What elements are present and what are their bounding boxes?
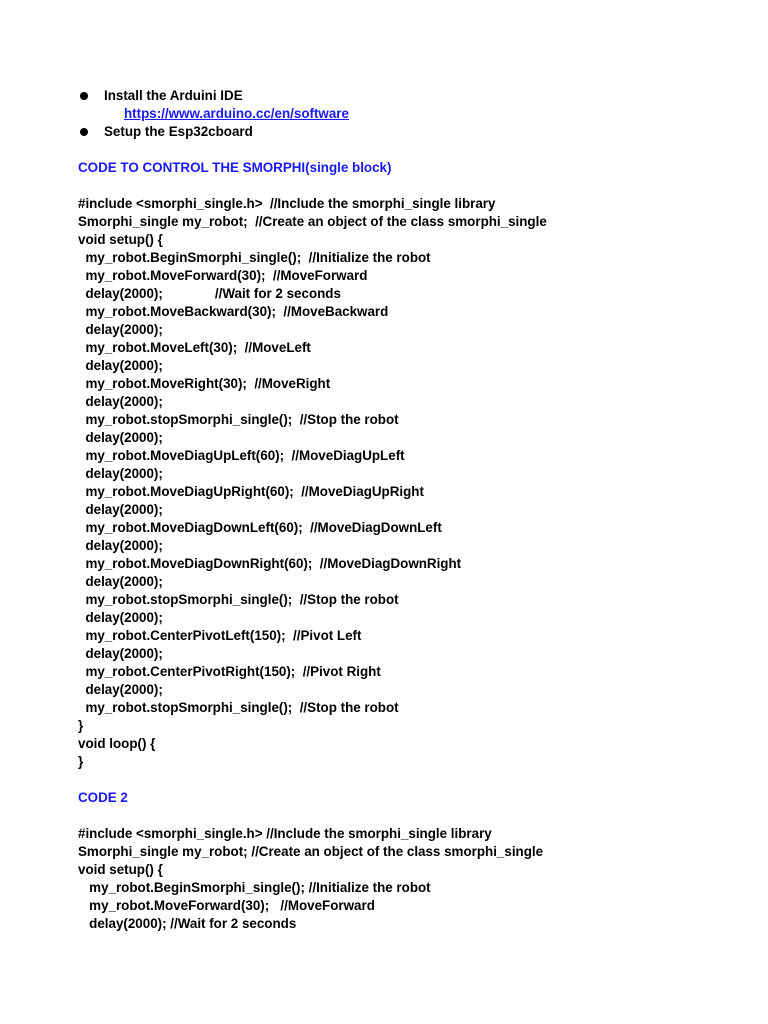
- code-line: my_robot.CenterPivotRight(150); //Pivot Right: [78, 664, 381, 679]
- code-line: my_robot.MoveBackward(30); //MoveBackward: [78, 304, 389, 319]
- code-line: delay(2000);: [78, 322, 163, 337]
- code-line: my_robot.MoveDiagUpRight(60); //MoveDiagUpRight: [78, 484, 424, 499]
- code-line: my_robot.BeginSmorphi_single(); //Initialize the robot: [78, 880, 431, 895]
- bullet-icon: [80, 128, 88, 136]
- code-line: delay(2000);: [78, 502, 163, 517]
- code-line: my_robot.MoveForward(30); //MoveForward: [78, 268, 368, 283]
- code-line: delay(2000);: [78, 682, 163, 697]
- code-line: my_robot.MoveForward(30); //MoveForward: [78, 898, 375, 913]
- code-line: }: [78, 754, 84, 769]
- code-line: delay(2000);: [78, 430, 163, 445]
- code-line: }: [78, 718, 84, 733]
- code-line: delay(2000);: [78, 538, 163, 553]
- code-line: #include <smorphi_single.h> //Include the smorphi_single library: [78, 826, 492, 841]
- section-heading: CODE 2: [78, 790, 128, 805]
- code-line: my_robot.stopSmorphi_single(); //Stop the robot: [78, 700, 399, 715]
- setup-step-board: Setup the Esp32cboard: [104, 124, 253, 139]
- code-line: my_robot.MoveDiagUpLeft(60); //MoveDiagUpLeft: [78, 448, 405, 463]
- code-line: my_robot.stopSmorphi_single(); //Stop the robot: [78, 412, 399, 427]
- arduino-software-link[interactable]: https://www.arduino.cc/en/software: [124, 106, 349, 121]
- code-line: delay(2000);: [78, 358, 163, 373]
- setup-step-install: Install the Arduini IDE: [104, 88, 243, 103]
- code-line: delay(2000); //Wait for 2 seconds: [78, 286, 341, 301]
- code-line: my_robot.MoveDiagDownLeft(60); //MoveDiagDownLeft: [78, 520, 442, 535]
- bullet-icon: [80, 92, 88, 100]
- code-line: my_robot.MoveDiagDownRight(60); //MoveDiagDownRight: [78, 556, 462, 571]
- code-line: delay(2000);: [78, 646, 163, 661]
- code-line: delay(2000);: [78, 610, 163, 625]
- code-line: my_robot.MoveLeft(30); //MoveLeft: [78, 340, 311, 355]
- code-line: delay(2000);: [78, 394, 163, 409]
- code-line: void setup() {: [78, 862, 163, 877]
- code-line: void loop() {: [78, 736, 156, 751]
- code-line: void setup() {: [78, 232, 163, 247]
- code-line: Smorphi_single my_robot; //Create an object of the class smorphi_single: [78, 214, 547, 229]
- code-line: my_robot.MoveRight(30); //MoveRight: [78, 376, 331, 391]
- code-line: my_robot.BeginSmorphi_single(); //Initialize the robot: [78, 250, 431, 265]
- code-line: delay(2000);: [78, 574, 163, 589]
- code-line: delay(2000);: [78, 466, 163, 481]
- code-line: #include <smorphi_single.h> //Include the smorphi_single library: [78, 196, 496, 211]
- code-line: my_robot.stopSmorphi_single(); //Stop the robot: [78, 592, 399, 607]
- section-heading: CODE TO CONTROL THE SMORPHI(single block): [78, 160, 392, 175]
- code-line: my_robot.CenterPivotLeft(150); //Pivot Left: [78, 628, 362, 643]
- code-line: delay(2000); //Wait for 2 seconds: [78, 916, 297, 931]
- code-line: Smorphi_single my_robot; //Create an object of the class smorphi_single: [78, 844, 544, 859]
